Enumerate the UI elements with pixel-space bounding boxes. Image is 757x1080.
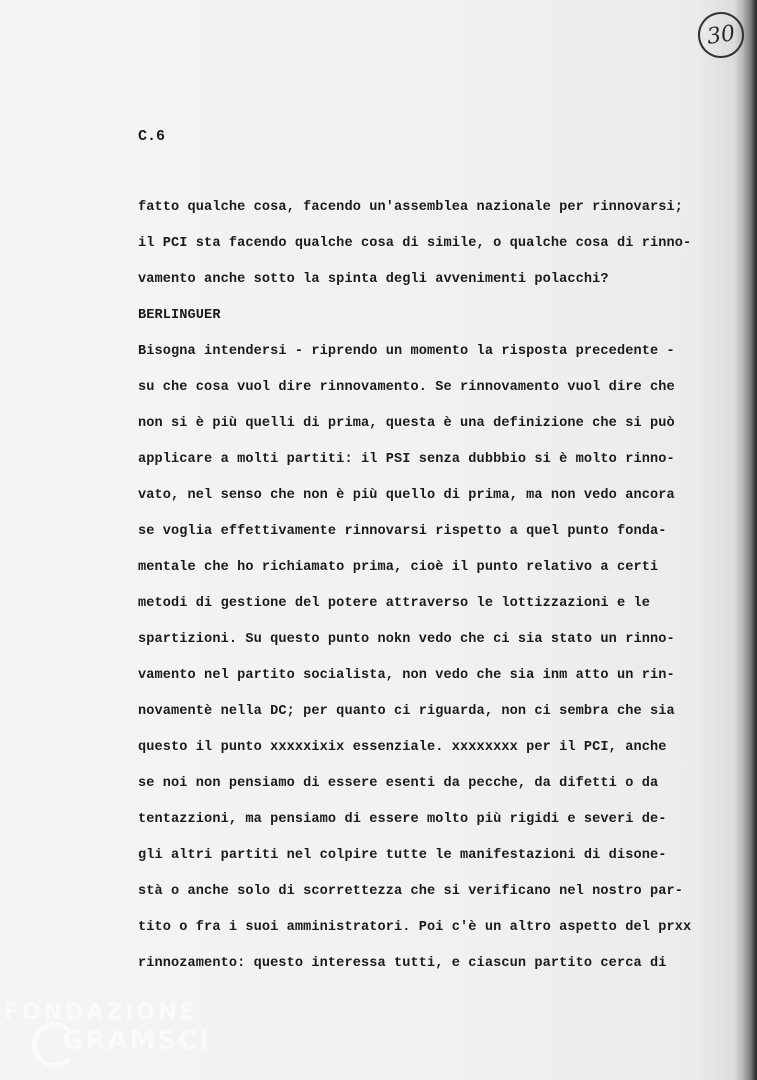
text-line-6: su che cosa vuol dire rinnovamento. Se rinnovamento vuol dire che <box>138 380 675 395</box>
text-line-11: mentale che ho richiamato prima, cioè il punto relativo a certi <box>138 560 659 575</box>
handwritten-page-number <box>695 9 747 61</box>
text-line-15: novamentè nella DC; per quanto ci riguarda, non ci sembra che sia <box>138 704 675 719</box>
watermark-line-1: FONDAZIONE <box>4 1000 198 1025</box>
text-line-10: se voglia effettivamente rinnovarsi rispetto a quel punto fonda- <box>138 524 667 539</box>
page-number-text: 30 <box>705 20 737 50</box>
watermark-logo <box>4 996 211 1076</box>
text-line-8: applicare a molti partiti: il PSI senza dubbbio si è molto rinno- <box>138 452 675 467</box>
text-line-12: metodi di gestione del potere attraverso le lottizzazioni e le <box>138 596 650 611</box>
text-line-14: vamento nel partito socialista, non vedo che sia inm atto un rin- <box>138 668 675 683</box>
text-line-21: tito o fra i suoi amministratori. Poi c'è un altro aspetto del prxx <box>138 920 692 935</box>
text-line-3: vamento anche sotto la spinta degli avvenimenti polacchi? <box>138 272 609 287</box>
text-line-20: stà o anche solo di scorrettezza che si verificano nel nostro par- <box>138 884 683 899</box>
text-line-18: tentazzioni, ma pensiamo di essere molto più rigidi e severi de- <box>138 812 667 827</box>
speaker-name: BERLINGUER <box>138 308 221 323</box>
section-code: C.6 <box>138 128 166 145</box>
text-line-9: vato, nel senso che non è più quello di prima, ma non vedo ancora <box>138 488 675 503</box>
text-line-7: non si è più quelli di prima, questa è una definizione che si può <box>138 416 675 431</box>
text-line-1: fatto qualche cosa, facendo un'assemblea nazionale per rinnovarsi; <box>138 200 683 215</box>
watermark-line-2: GRAMSCI <box>62 1026 211 1056</box>
text-line-19: gli altri partiti nel colpire tutte le manifestazioni di disone- <box>138 848 667 863</box>
text-line-16: questo il punto xxxxxixix essenziale. xxxxxxxx per il PCI, anche <box>138 740 667 755</box>
text-line-2: il PCI sta facendo qualche cosa di simile, o qualche cosa di rinno- <box>138 236 692 251</box>
typewritten-text <box>138 190 692 982</box>
text-line-22: rinnozamento: questo interessa tutti, e ciascun partito cerca di <box>138 956 667 971</box>
page-edge-shadow <box>743 0 757 1080</box>
text-line-17: se noi non pensiamo di essere esenti da pecche, da difetti o da <box>138 776 659 791</box>
text-line-13: spartizioni. Su questo punto nokn vedo che ci sia stato un rinno- <box>138 632 675 647</box>
text-line-5: Bisogna intendersi - riprendo un momento la risposta precedente - <box>138 344 675 359</box>
